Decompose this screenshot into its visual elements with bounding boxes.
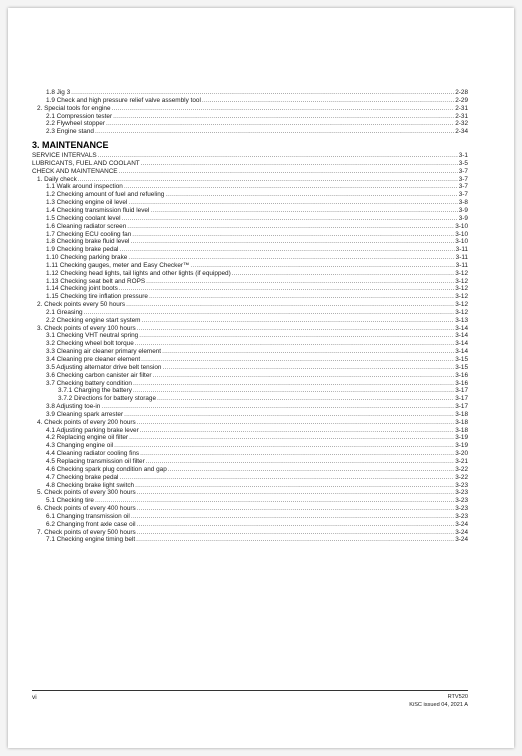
toc-entry-page: 3-23 [455, 497, 468, 505]
toc-entry-page: 3-11 [455, 254, 468, 262]
toc-entry-title: 1.8 Checking brake fluid level [46, 238, 130, 246]
toc-entry-title: 4.5 Replacing transmission oil filter [46, 457, 145, 465]
document-page [8, 8, 514, 748]
toc-dot-leader [119, 168, 458, 176]
toc-entry[interactable] [32, 270, 468, 278]
toc-entry-title: 3.7.1 Charging the battery [58, 387, 132, 395]
toc-dot-leader [140, 427, 454, 435]
toc-entry[interactable] [32, 207, 468, 215]
toc-entry-page: 3-20 [455, 450, 468, 458]
toc-entry[interactable] [32, 325, 468, 333]
toc-entry[interactable] [32, 278, 468, 286]
toc-entry-page: 3-14 [455, 340, 468, 348]
toc-entry-page: 3-12 [455, 293, 468, 301]
toc-dot-leader [150, 207, 457, 215]
toc-dot-leader [95, 128, 454, 136]
toc-entry-title: SERVICE INTERVALS [32, 152, 97, 160]
toc-entry[interactable] [32, 309, 468, 317]
toc-dot-leader [137, 521, 455, 529]
toc-entry[interactable] [32, 168, 468, 176]
toc-entry-page: 3-14 [455, 324, 468, 332]
toc-entry-title: 3. Check points of every 100 hours [37, 324, 136, 332]
toc-entry-title: 7.1 Checking engine timing belt [46, 536, 136, 544]
toc-entry-title: 2. Check points every 50 hours [37, 301, 126, 309]
toc-dot-leader [190, 262, 454, 270]
toc-entry-title: 2.1 Greasing [46, 308, 83, 316]
toc-dot-leader [137, 419, 454, 427]
toc-dot-leader [142, 317, 455, 325]
toc-dot-leader [232, 270, 454, 278]
toc-entry-title: 2.3 Engine stand [46, 128, 94, 136]
toc-entry-title: 4.2 Replacing engine oil filter [46, 434, 129, 442]
toc-entry-title: LUBRICANTS, FUEL AND COOLANT [32, 159, 140, 167]
toc-dot-leader [133, 387, 454, 395]
toc-entry-title: 1.3 Checking engine oil level [46, 199, 128, 207]
toc-entry-title: 5. Check points of every 300 hours [37, 489, 136, 497]
toc-dot-leader [114, 442, 454, 450]
toc-entry-title: 3.7 Checking battery condition [46, 379, 132, 387]
toc-dot-leader [122, 215, 458, 223]
toc-entry[interactable] [32, 466, 468, 474]
toc-entry-page: 3-1 [458, 152, 468, 160]
toc-dot-leader [78, 176, 458, 184]
toc-dot-leader [202, 97, 454, 105]
toc-entry-title: 3. MAINTENANCE [32, 140, 109, 151]
toc-dot-leader [71, 89, 454, 97]
toc-entry-title: 1. Daily check [37, 175, 77, 183]
toc-entry[interactable] [32, 372, 468, 380]
toc-entry-title: 4.1 Adjusting parking brake lever [46, 426, 139, 434]
toc-entry-title: 1.5 Checking coolant level [46, 214, 121, 222]
toc-entry-title: 1.1 Walk around inspection [46, 183, 123, 191]
toc-entry-page: 2-28 [455, 89, 468, 96]
toc-dot-leader [162, 364, 454, 372]
toc-entry[interactable] [32, 536, 468, 544]
toc-entry-title: 6. Check points of every 400 hours [37, 505, 136, 513]
footer-page-number: vi [32, 694, 37, 701]
toc-entry-title: 1.11 Checking gauges, meter and Easy Checker™ [46, 261, 190, 269]
toc-entry-page: 3-16 [455, 379, 468, 387]
toc-entry[interactable] [32, 97, 468, 105]
toc-dot-leader [113, 113, 454, 121]
toc-entry[interactable] [32, 128, 468, 136]
toc-entry[interactable] [32, 427, 468, 435]
toc-entry-page: 3-12 [455, 301, 468, 309]
toc-entry[interactable] [32, 254, 468, 262]
toc-entry-title: 1.15 Checking tire inflation pressure [46, 293, 148, 301]
toc-entry-title: 7. Check points of every 500 hours [37, 528, 136, 536]
toc-entry-page: 2-31 [455, 104, 468, 112]
toc-entry[interactable] [32, 450, 468, 458]
toc-entry[interactable] [32, 120, 468, 128]
toc-dot-leader [146, 458, 454, 466]
toc-dot-leader [84, 309, 455, 317]
toc-entry-page: 2-32 [455, 120, 468, 128]
toc-entry[interactable] [32, 395, 468, 403]
toc-dot-leader [128, 254, 454, 262]
toc-dot-leader [98, 152, 458, 160]
toc-entry[interactable] [32, 176, 468, 184]
toc-entry[interactable] [32, 89, 468, 97]
toc-entry-title: 4. Check points of every 200 hours [37, 418, 136, 426]
toc-entry-page: 3-10 [455, 238, 468, 246]
toc-entry-page: 3-7 [458, 175, 468, 183]
toc-entry-title: 1.6 Cleaning radiator screen [46, 222, 127, 230]
toc-entry[interactable] [32, 419, 468, 427]
toc-entry-page: 2-34 [455, 128, 468, 136]
toc-dot-leader [132, 231, 454, 239]
toc-entry-title: 3.1 Checking VHT neutral spring [46, 332, 139, 340]
toc-entry-page: 2-31 [455, 112, 468, 120]
toc-dot-leader [157, 395, 454, 403]
toc-entry-page: 3-12 [455, 269, 468, 277]
toc-entry-title: 2.1 Compression tester [46, 112, 113, 120]
toc-dot-leader [141, 356, 454, 364]
toc-entry-title: 3.3 Cleaning air cleaner primary element [46, 348, 162, 356]
toc-entry[interactable] [32, 403, 468, 411]
toc-entry-page: 3-7 [458, 183, 468, 191]
toc-dot-leader [126, 301, 454, 309]
toc-entry-page: 3-18 [455, 426, 468, 434]
toc-entry-title: 2.2 Flywheel stopper [46, 120, 105, 128]
toc-entry[interactable] [32, 458, 468, 466]
toc-dot-leader [135, 482, 454, 490]
toc-entry-title: 6.2 Changing front axle case oil [46, 520, 136, 528]
toc-entry[interactable] [32, 387, 468, 395]
toc-entry-page: 3-15 [455, 363, 468, 371]
toc-dot-leader [149, 293, 454, 301]
toc-dot-leader [101, 403, 454, 411]
toc-entry-page: 3-13 [455, 316, 468, 324]
toc-entry[interactable] [32, 482, 468, 490]
toc-dot-leader [137, 529, 454, 537]
toc-dot-leader [140, 450, 454, 458]
toc-dot-leader [124, 183, 458, 191]
toc-entry-page: 3-14 [455, 348, 468, 356]
toc-entry[interactable] [32, 293, 468, 301]
toc-dot-leader [137, 489, 454, 497]
toc-entry-page: 3-17 [455, 387, 468, 395]
toc-entry[interactable] [32, 199, 468, 207]
toc-entry-title: 3.7.2 Directions for battery storage [58, 395, 157, 403]
toc-entry[interactable] [32, 231, 468, 239]
toc-entry[interactable] [32, 152, 468, 160]
toc-entry-page: 3-22 [455, 465, 468, 473]
toc-entry[interactable] [32, 442, 468, 450]
toc-entry-title: 1.10 Checking parking brake [46, 254, 128, 262]
toc-dot-leader [139, 332, 454, 340]
toc-entry[interactable] [32, 223, 468, 231]
toc-entry-title: 2.2 Checking engine start system [46, 316, 141, 324]
toc-entry-title: 4.4 Cleaning radiator cooling fins [46, 450, 140, 458]
toc-entry-page: 3-10 [455, 230, 468, 238]
toc-entry[interactable] [32, 497, 468, 505]
toc-entry-title: 1.7 Checking ECU cooling fan [46, 230, 132, 238]
toc-entry[interactable] [32, 513, 468, 521]
toc-entry-page: 3-12 [455, 277, 468, 285]
toc-dot-leader [146, 278, 454, 286]
toc-dot-leader [112, 105, 455, 113]
toc-entry-page: 3-24 [455, 520, 468, 528]
toc-dot-leader [130, 238, 454, 246]
toc-entry-page: 3-19 [455, 434, 468, 442]
toc-entry[interactable] [32, 505, 468, 513]
toc-entry[interactable] [32, 489, 468, 497]
toc-entry-page: 3-14 [455, 332, 468, 340]
toc-entry[interactable] [32, 183, 468, 191]
toc-entry-title: 1.4 Checking transmission fluid level [46, 206, 150, 214]
toc-dot-leader [168, 466, 454, 474]
toc-entry-title: 4.7 Checking brake pedal [46, 473, 119, 481]
toc-dot-leader [119, 285, 454, 293]
toc-entry[interactable] [32, 113, 468, 121]
toc-entry-title: 4.6 Checking spark plug condition and gap [46, 465, 167, 473]
toc-entry-page: 3-12 [455, 308, 468, 316]
toc-entry[interactable] [32, 160, 468, 168]
toc-dot-leader [129, 434, 454, 442]
toc-entry[interactable] [32, 215, 468, 223]
toc-entry[interactable] [32, 301, 468, 309]
toc-dot-leader [153, 372, 455, 380]
toc-entry[interactable] [32, 474, 468, 482]
toc-entry-title: 3.2 Checking wheel bolt torque [46, 340, 134, 348]
toc-entry-title: 1.8 Jig 3 [46, 89, 71, 96]
toc-entry-title: 6.1 Changing transmission oil [46, 512, 130, 520]
toc-dot-leader [137, 505, 454, 513]
toc-entry-page: 3-22 [455, 473, 468, 481]
toc-entry-page: 3-23 [455, 512, 468, 520]
toc-entry-page: 3-5 [458, 159, 468, 167]
table-of-contents [32, 89, 468, 544]
toc-dot-leader [119, 474, 454, 482]
footer-info [409, 694, 468, 709]
toc-entry[interactable] [32, 529, 468, 537]
toc-entry[interactable] [32, 285, 468, 293]
footer-model: RTV520 [447, 694, 468, 700]
toc-entry-page: 3-12 [455, 285, 468, 293]
toc-entry-page: 3-17 [455, 395, 468, 403]
toc-dot-leader [165, 191, 457, 199]
toc-entry-page: 3-24 [455, 536, 468, 544]
toc-entry-page: 3-16 [455, 371, 468, 379]
toc-dot-leader [124, 411, 454, 419]
toc-entry-page: 3-18 [455, 410, 468, 418]
footer-issue: KiSC issued 04, 2021 A [409, 701, 468, 708]
toc-dot-leader [137, 325, 454, 333]
toc-entry[interactable] [32, 238, 468, 246]
toc-dot-leader [135, 340, 454, 348]
toc-entry[interactable] [32, 191, 468, 199]
toc-entry[interactable] [32, 348, 468, 356]
toc-entry[interactable] [32, 380, 468, 388]
toc-entry-title: 1.14 Checking joint boots [46, 285, 118, 293]
toc-entry-page: 2-29 [455, 96, 468, 104]
toc-entry-title: 1.2 Checking amount of fuel and refueling [46, 191, 165, 199]
toc-entry-title: 3.5 Adjusting alternator drive belt tension [46, 363, 162, 371]
toc-entry[interactable] [32, 105, 468, 113]
toc-entry-title: 2. Special tools for engine [37, 104, 111, 112]
toc-entry[interactable] [32, 356, 468, 364]
toc-entry[interactable] [32, 332, 468, 340]
toc-dot-leader [141, 160, 458, 168]
toc-entry-page: 3-15 [455, 356, 468, 363]
toc-entry-page: 3-23 [455, 481, 468, 489]
toc-entry-page: 3-11 [455, 246, 468, 254]
toc-chapter-heading [32, 138, 468, 152]
toc-entry-page: 3-24 [455, 528, 468, 536]
toc-entry-title: 1.9 Check and high pressure relief valve assembly tool [46, 96, 201, 104]
toc-entry[interactable] [32, 411, 468, 419]
toc-entry[interactable] [32, 262, 468, 270]
toc-entry-page: 3-18 [455, 418, 468, 426]
toc-entry-title: 4.8 Checking brake light switch [46, 481, 135, 489]
toc-dot-leader [162, 348, 454, 356]
toc-dot-leader [106, 120, 454, 128]
toc-entry-page: 3-9 [458, 214, 468, 222]
toc-entry-page: 3-23 [455, 505, 468, 513]
toc-dot-leader [131, 513, 454, 521]
toc-entry-page: 3-11 [455, 261, 468, 269]
toc-dot-leader [136, 536, 454, 544]
toc-dot-leader [128, 199, 457, 207]
toc-entry[interactable] [32, 521, 468, 529]
toc-entry-title: 3.6 Checking carbon canister air filter [46, 371, 152, 379]
toc-entry-page: 3-17 [455, 403, 468, 411]
toc-entry[interactable] [32, 364, 468, 372]
toc-entry[interactable] [32, 246, 468, 254]
toc-entry-title: 1.12 Checking head lights, tail lights and other lights (if equipped) [46, 269, 231, 277]
toc-entry[interactable] [32, 340, 468, 348]
footer-divider [32, 690, 468, 691]
toc-entry-page: 3-8 [458, 199, 468, 207]
toc-entry-page: 3-9 [458, 206, 468, 214]
toc-entry-page: 3-21 [455, 457, 468, 465]
toc-entry-title: 4.3 Changing engine oil [46, 442, 114, 450]
toc-dot-leader [119, 246, 454, 254]
toc-entry-title: CHECK AND MAINTENANCE [32, 167, 118, 175]
toc-entry-page: 3-19 [455, 442, 468, 450]
toc-entry-page: 3-7 [458, 167, 468, 175]
toc-dot-leader [127, 223, 454, 231]
toc-entry-title: 1.13 Checking seat belt and ROPS [46, 277, 146, 285]
toc-entry-title: 3.9 Cleaning spark arrester [46, 410, 124, 418]
toc-entry-title: 3.8 Adjusting toe-in [46, 403, 101, 411]
toc-dot-leader [133, 380, 454, 388]
toc-entry-page: 3-23 [455, 489, 468, 497]
toc-entry-title: 3.4 Cleaning pre cleaner element [46, 356, 141, 363]
toc-dot-leader [95, 497, 454, 505]
toc-entry-page: 3-7 [458, 191, 468, 199]
toc-entry-page: 3-10 [455, 222, 468, 230]
toc-entry-title: 1.9 Checking brake pedal [46, 246, 119, 254]
toc-entry[interactable] [32, 317, 468, 325]
toc-entry-title: 5.1 Checking tire [46, 497, 94, 505]
toc-entry[interactable] [32, 434, 468, 442]
